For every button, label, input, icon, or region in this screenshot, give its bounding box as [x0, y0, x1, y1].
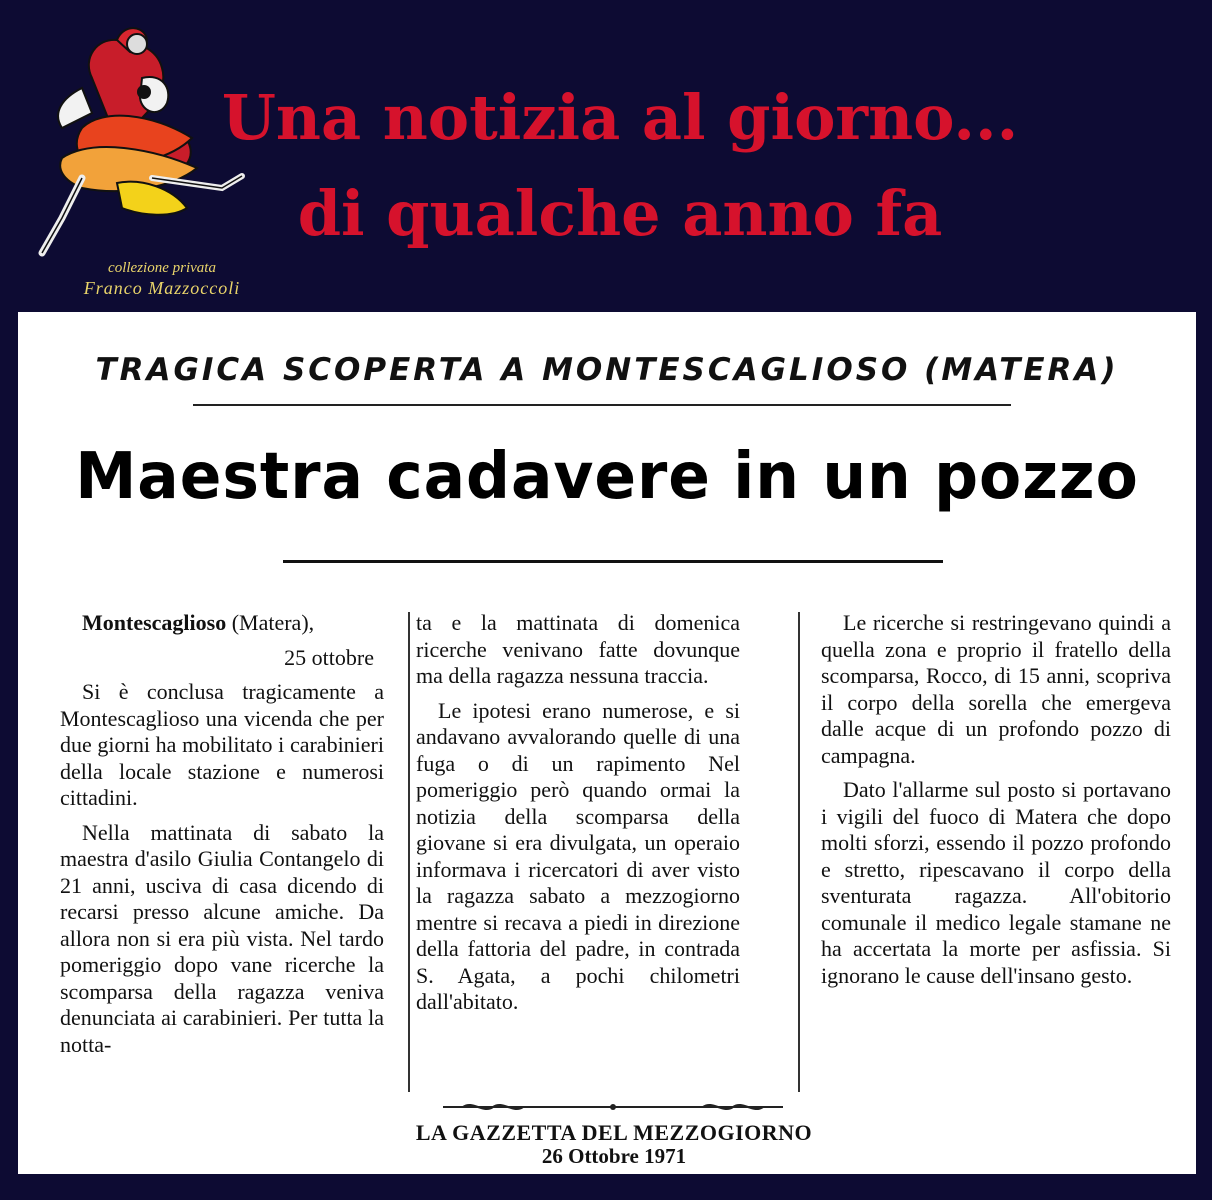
dateline-region: (Matera),: [226, 610, 315, 635]
column-divider: [798, 612, 800, 1092]
article-column-1: [60, 610, 384, 1066]
column-divider: [408, 612, 410, 1092]
header-title-line-1: Una notizia al giorno...: [221, 81, 1019, 154]
paragraph: Le ipotesi erano numerose, e si andavano avvalorando quelle di una fuga o di un rapimento Nel pomeriggio però quando ormai la notizia della scomparsa della giovane si era divulgata, un operaio informava i ricercatori di aver visto la ragazza sabato a mezzogiorno mentre si recava a piedi in direzione della fattoria del padre, in contrada S. Agata, a pochi chilometri dall'abitato.: [416, 697, 740, 1014]
header-title-line-2: di qualche anno fa: [297, 177, 943, 250]
header-title: [200, 70, 1040, 262]
article-column-3: [821, 610, 1171, 997]
article-headline: Maestra cadavere in un pozzo: [75, 440, 1139, 514]
page-header: [0, 0, 1212, 310]
kicker-underline: [193, 404, 1011, 406]
headline-underline: [283, 560, 943, 563]
article-kicker: TRAGICA SCOPERTA A MONTESCAGLIOSO (MATERA): [95, 352, 1119, 388]
newspaper-clipping: [18, 312, 1196, 1174]
paragraph: Le ricerche si restringevano quindi a quella zona e proprio il fratello della scomparsa, Rocco, di 15 anni, scopriva il corpo della sorella che emergeva dalle acque di un profondo pozzo di campagna.: [821, 610, 1171, 768]
newspaper-name: LA GAZZETTA DEL MEZZOGIORNO: [415, 1120, 813, 1145]
paragraph: Nella mattinata di sabato la maestra d'asilo Giulia Contangelo di 21 anni, usciva di casa dicendo di recarsi presso alcune amiche. Da allora non si era più vista. Nel tardo pomeriggio dopo vane ricerche la scomparsa della ragazza veniva denunciata ai carabinieri. Per tutta la notta-: [60, 819, 384, 1057]
article-column-2: [416, 610, 740, 1024]
dateline: [60, 610, 384, 637]
collection-line-2: Franco Mazzoccoli: [83, 278, 241, 298]
paragraph: Si è conclusa tragicamente a Montescaglioso una vicenda che per due giorni ha mobilitato i carabinieri della locale stazione e numerosi cittadini.: [60, 679, 384, 810]
dateline-place: Montescaglioso: [82, 610, 227, 635]
collection-line-1: collezione privata: [108, 260, 216, 276]
publication-date: 26 Ottobre 1971: [541, 1144, 687, 1168]
paragraph: Dato l'allarme sul posto si portavano i vigili del fuoco di Matera che dopo molti sforzi, essendo il pozzo profondo e stretto, ripescavano il corpo della sventurata ragazza. All'obitorio comunale il medico legale stamane ne ha accertata la morte per asfissia. Si ignorano le cause dell'insano gesto.: [821, 777, 1171, 988]
dateline-date: 25 ottobre: [284, 644, 374, 670]
paragraph: ta e la mattinata di domenica ricerche venivano fatte dovunque ma della ragazza nessuna traccia.: [416, 610, 740, 688]
source-credit: [404, 1120, 824, 1169]
ornament-divider-icon: [443, 1100, 783, 1114]
collection-caption: [62, 258, 262, 298]
